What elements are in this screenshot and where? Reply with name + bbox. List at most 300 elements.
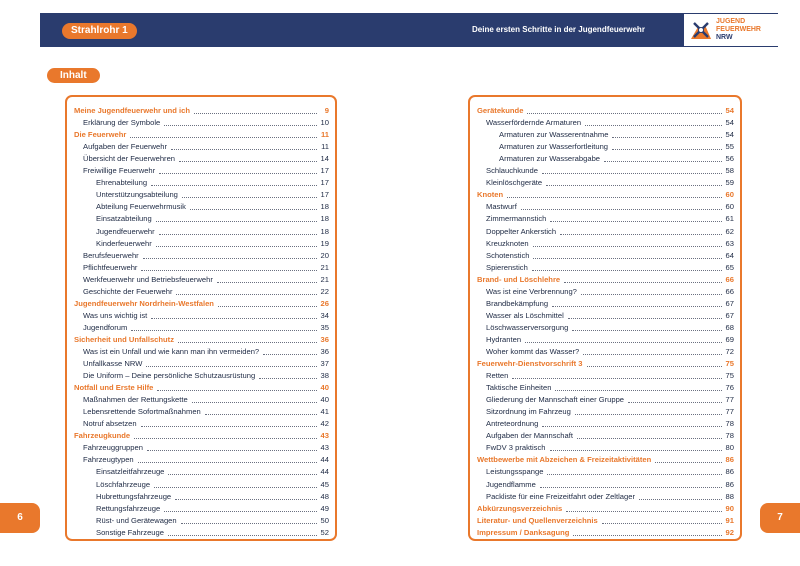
toc-entry-page: 45: [320, 479, 329, 489]
toc-entry-title: Hubrettungsfahrzeuge: [96, 491, 172, 501]
dot-leader: [141, 425, 317, 427]
toc-chapter[interactable]: [74, 297, 329, 309]
dot-leader: [507, 196, 722, 198]
toc-entry-title: Löschfahrzeuge: [96, 479, 151, 489]
toc-entry[interactable]: [477, 140, 734, 152]
toc-entry[interactable]: [477, 381, 734, 393]
logo-text-jugend: JUGEND: [716, 18, 746, 25]
dot-leader: [587, 365, 723, 367]
dot-leader: [143, 257, 317, 259]
toc-entry-page: 78: [725, 431, 734, 441]
toc-entry-page: 69: [725, 334, 734, 344]
dot-leader: [134, 437, 317, 439]
dot-leader: [542, 425, 722, 427]
toc-entry[interactable]: [74, 441, 329, 453]
toc-entry-page: 61: [725, 214, 734, 224]
dot-leader: [159, 172, 317, 174]
dot-leader: [581, 293, 722, 295]
toc-entry-page: 75: [725, 359, 734, 369]
dot-leader: [131, 329, 317, 331]
toc-entry-title: Jugendforum: [83, 322, 128, 332]
toc-entry[interactable]: [477, 309, 734, 321]
toc-entry[interactable]: [477, 285, 734, 297]
toc-entry-title: Jugendfeuerwehr Nordrhein-Westfalen: [74, 298, 214, 308]
toc-entry-page: 43: [320, 443, 329, 453]
toc-entry-title: Fahrzeuggruppen: [83, 443, 143, 453]
toc-entry[interactable]: [477, 249, 734, 261]
toc-entry[interactable]: [477, 369, 734, 381]
toc-entry-page: 92: [725, 527, 734, 537]
toc-entry[interactable]: [477, 237, 734, 249]
toc-entry[interactable]: [74, 152, 329, 164]
toc-entry-page: 54: [725, 106, 734, 116]
toc-entry-page: 42: [320, 419, 329, 429]
toc-entry-title: Fahrzeugtypen: [83, 455, 134, 465]
dot-leader: [566, 510, 722, 512]
dot-leader: [639, 498, 722, 500]
toc-entry-page: 63: [725, 238, 734, 248]
toc-entry-title: Freiwillige Feuerwehr: [83, 166, 156, 176]
toc-entry-title: Unterstützungsabteilung: [96, 190, 178, 200]
toc-entry[interactable]: [74, 212, 329, 224]
toc-entry-page: 72: [725, 346, 734, 356]
dot-leader: [612, 148, 722, 150]
toc-entry[interactable]: [477, 333, 734, 345]
chapter-tab: Strahlrohr 1: [62, 23, 137, 39]
dot-leader: [525, 341, 722, 343]
dot-leader: [171, 148, 317, 150]
toc-entry[interactable]: [74, 140, 329, 152]
toc-entry-title: Antreteordnung: [486, 419, 539, 429]
toc-panel-right: [468, 95, 742, 541]
dot-leader: [194, 112, 317, 114]
toc-chapter[interactable]: [74, 333, 329, 345]
toc-entry-title: Taktische Einheiten: [486, 383, 552, 393]
toc-entry-title: Notfall und Erste Hilfe: [74, 383, 154, 393]
toc-entry-title: Lebensrettende Sofortmaßnahmen: [83, 407, 201, 417]
toc-entry[interactable]: [74, 176, 329, 188]
dot-leader: [655, 461, 722, 463]
toc-entry-title: Abkürzungsverzeichnis: [477, 503, 563, 513]
toc-entry-page: 21: [320, 262, 329, 272]
toc-entry-title: Pflichtfeuerwehr: [83, 262, 138, 272]
toc-entry-title: Was ist ein Unfall und wie kann man ihn vermeiden?: [83, 346, 260, 356]
dot-leader: [157, 389, 317, 391]
toc-entry-title: Ehrenabteilung: [96, 178, 148, 188]
dot-leader: [192, 401, 317, 403]
dot-leader: [527, 112, 722, 114]
toc-chapter[interactable]: [477, 273, 734, 285]
toc-entry[interactable]: [477, 128, 734, 140]
toc-chapter[interactable]: [477, 357, 734, 369]
toc-entry-title: Berufsfeuerwehr: [83, 250, 139, 260]
toc-entry-title: Unfallkasse NRW: [83, 359, 143, 369]
toc-entry[interactable]: [477, 321, 734, 333]
toc-entry-page: 44: [320, 455, 329, 465]
dot-leader: [263, 353, 317, 355]
toc-entry-title: Packliste für eine Freizeitfahrt oder Zeltlager: [486, 491, 635, 501]
dot-leader: [604, 160, 722, 162]
toc-entry-title: Hydranten: [486, 334, 522, 344]
dot-leader: [573, 534, 722, 536]
toc-chapter[interactable]: [74, 104, 329, 116]
toc-entry[interactable]: [477, 393, 734, 405]
toc-entry[interactable]: [74, 369, 329, 381]
toc-entry-page: 50: [320, 515, 329, 525]
dot-leader: [533, 245, 722, 247]
toc-entry-title: Knoten: [477, 190, 504, 200]
toc-entry-page: 90: [725, 503, 734, 513]
toc-entry-title: Jugendflamme: [486, 479, 536, 489]
dot-leader: [555, 389, 722, 391]
toc-panel-left: [65, 95, 337, 541]
toc-entry[interactable]: [74, 321, 329, 333]
toc-entry-page: 49: [320, 503, 329, 513]
toc-entry-page: 14: [320, 154, 329, 164]
dot-leader: [564, 281, 722, 283]
dot-leader: [259, 377, 317, 379]
dot-leader: [585, 124, 722, 126]
dot-leader: [179, 160, 317, 162]
toc-entry[interactable]: [477, 116, 734, 128]
dot-leader: [176, 293, 317, 295]
toc-entry[interactable]: [74, 261, 329, 273]
dot-leader: [147, 449, 317, 451]
toc-entry-title: Impressum / Danksagung: [477, 527, 570, 537]
toc-entry-title: Woher kommt das Wasser?: [486, 346, 580, 356]
toc-entry-page: 86: [725, 455, 734, 465]
toc-entry-title: Erklärung der Symbole: [83, 118, 161, 128]
dot-leader: [151, 184, 317, 186]
toc-entry-title: Abteilung Feuerwehrmusik: [96, 202, 186, 212]
toc-entry-page: 18: [320, 226, 329, 236]
toc-entry-page: 11: [320, 130, 329, 140]
toc-entry-title: Sicherheit und Unfallschutz: [74, 334, 174, 344]
toc-entry-page: 60: [725, 202, 734, 212]
toc-entry-page: 67: [725, 298, 734, 308]
toc-entry-page: 65: [725, 262, 734, 272]
toc-entry[interactable]: [477, 441, 734, 453]
toc-entry-title: Die Uniform – Deine persönliche Schutzausrüstung: [83, 371, 256, 381]
toc-entry[interactable]: [477, 224, 734, 236]
toc-entry[interactable]: [74, 249, 329, 261]
toc-chapter[interactable]: [477, 514, 734, 526]
toc-entry-title: Kreuzknoten: [486, 238, 529, 248]
toc-entry-page: 64: [725, 250, 734, 260]
toc-chapter[interactable]: [477, 188, 734, 200]
toc-entry[interactable]: [74, 393, 329, 405]
dot-leader: [151, 317, 317, 319]
toc-entry-page: 66: [725, 274, 734, 284]
toc-entry[interactable]: [74, 526, 329, 538]
page-number-right: 7: [760, 503, 800, 533]
toc-chapter[interactable]: [477, 104, 734, 116]
toc-entry-title: Einsatzleitfahrzeuge: [96, 467, 165, 477]
toc-entry-page: 55: [725, 142, 734, 152]
dot-leader: [521, 208, 722, 210]
toc-entry[interactable]: [74, 200, 329, 212]
dot-leader: [130, 136, 317, 138]
dot-leader: [168, 473, 317, 475]
toc-entry-page: 26: [320, 298, 329, 308]
toc-entry-title: Die Feuerwehr: [74, 130, 127, 140]
toc-entry-page: 44: [320, 467, 329, 477]
toc-entry-page: 36: [320, 334, 329, 344]
toc-entry-title: Was uns wichtig ist: [83, 310, 148, 320]
dot-leader: [190, 208, 317, 210]
toc-entry-page: 78: [725, 419, 734, 429]
toc-entry-title: FwDV 3 praktisch: [486, 443, 546, 453]
dot-leader: [550, 220, 722, 222]
dot-leader: [575, 413, 722, 415]
toc-entry-title: Gerätekunde: [477, 106, 524, 116]
toc-entry[interactable]: [477, 490, 734, 502]
toc-entry[interactable]: [74, 237, 329, 249]
toc-entry-page: 17: [320, 190, 329, 200]
toc-list-right: [477, 104, 734, 538]
dot-leader: [552, 305, 722, 307]
toc-entry[interactable]: [477, 261, 734, 273]
toc-entry-page: 40: [320, 383, 329, 393]
toc-entry[interactable]: [74, 357, 329, 369]
toc-entry-page: 18: [320, 202, 329, 212]
toc-entry-page: 80: [725, 443, 734, 453]
toc-entry-title: Rüst- und Gerätewagen: [96, 515, 177, 525]
jugendfeuerwehr-logo: [684, 14, 778, 46]
toc-entry-title: Rettungsfahrzeuge: [96, 503, 161, 513]
toc-entry-page: 67: [725, 310, 734, 320]
toc-entry-page: 56: [725, 154, 734, 164]
toc-entry-page: 17: [320, 178, 329, 188]
dot-leader: [542, 172, 722, 174]
dot-leader: [533, 257, 722, 259]
toc-entry-page: 54: [725, 118, 734, 128]
dot-leader: [602, 522, 722, 524]
toc-entry-page: 17: [320, 166, 329, 176]
dot-leader: [547, 473, 722, 475]
dot-leader: [141, 269, 317, 271]
toc-entry[interactable]: [74, 164, 329, 176]
toc-entry-page: 66: [725, 286, 734, 296]
toc-entry-title: Kinderfeuerwehr: [96, 238, 152, 248]
toc-entry-title: Einsatzabteilung: [96, 214, 152, 224]
dot-leader: [154, 486, 317, 488]
toc-entry[interactable]: [74, 502, 329, 514]
toc-entry[interactable]: [477, 164, 734, 176]
dot-leader: [181, 522, 317, 524]
toc-entry[interactable]: [74, 417, 329, 429]
toc-entry-title: Feuerwehr-Dienstvorschrift 3: [477, 359, 583, 369]
dot-leader: [612, 136, 722, 138]
toc-entry-title: Sonstige Fahrzeuge: [96, 527, 164, 537]
toc-entry[interactable]: [477, 152, 734, 164]
dot-leader: [182, 196, 317, 198]
toc-entry[interactable]: [477, 200, 734, 212]
toc-entry-page: 91: [725, 515, 734, 525]
toc-entry[interactable]: [74, 465, 329, 477]
toc-entry[interactable]: [74, 490, 329, 502]
toc-entry-page: 19: [320, 238, 329, 248]
dot-leader: [205, 413, 317, 415]
toc-entry[interactable]: [477, 477, 734, 489]
toc-chapter[interactable]: [74, 429, 329, 441]
toc-entry[interactable]: [477, 297, 734, 309]
toc-entry-page: 59: [725, 178, 734, 188]
header-title: Deine ersten Schritte in der Jugendfeuerwehr: [472, 25, 645, 34]
toc-entry-page: 22: [320, 286, 329, 296]
dot-leader: [218, 305, 317, 307]
toc-entry-title: Aufgaben der Feuerwehr: [83, 142, 168, 152]
toc-entry-title: Gliederung der Mannschaft einer Gruppe: [486, 395, 625, 405]
dot-leader: [175, 498, 317, 500]
toc-entry-title: Literatur- und Quellenverzeichnis: [477, 515, 598, 525]
toc-entry-page: 86: [725, 467, 734, 477]
toc-entry-page: 54: [725, 130, 734, 140]
toc-entry[interactable]: [74, 453, 329, 465]
toc-entry[interactable]: [74, 477, 329, 489]
toc-entry-page: 34: [320, 310, 329, 320]
toc-entry-page: 38: [320, 371, 329, 381]
toc-entry[interactable]: [74, 405, 329, 417]
toc-entry-title: Was ist eine Verbrennung?: [486, 286, 577, 296]
toc-entry-title: Armaturen zur Wasserentnahme: [499, 130, 609, 140]
toc-entry-title: Aufgaben der Mannschaft: [486, 431, 573, 441]
toc-entry-page: 20: [320, 250, 329, 260]
toc-entry-title: Retten: [486, 371, 509, 381]
toc-entry-page: 77: [725, 407, 734, 417]
toc-entry-title: Brandbekämpfung: [486, 298, 549, 308]
dot-leader: [540, 486, 722, 488]
toc-entry-page: 86: [725, 479, 734, 489]
dot-leader: [577, 437, 722, 439]
toc-entry-title: Meine Jugendfeuerwehr und ich: [74, 106, 191, 116]
toc-entry-title: Werkfeuerwehr und Betriebsfeuerwehr: [83, 274, 213, 284]
dot-leader: [568, 317, 722, 319]
toc-chapter[interactable]: [74, 381, 329, 393]
toc-entry-title: Armaturen zur Wasserfortleitung: [499, 142, 609, 152]
toc-entry-title: Übersicht der Feuerwehren: [83, 154, 176, 164]
header-bar: [40, 13, 778, 47]
toc-entry-title: Notruf absetzen: [83, 419, 137, 429]
toc-entry[interactable]: [74, 188, 329, 200]
toc-chapter[interactable]: [477, 502, 734, 514]
toc-entry-page: 76: [725, 383, 734, 393]
toc-entry-page: 60: [725, 190, 734, 200]
toc-entry[interactable]: [477, 212, 734, 224]
dot-leader: [156, 220, 317, 222]
toc-entry[interactable]: [477, 429, 734, 441]
dot-leader: [512, 377, 722, 379]
toc-entry[interactable]: [74, 285, 329, 297]
dot-leader: [560, 233, 722, 235]
toc-entry[interactable]: [74, 514, 329, 526]
toc-entry[interactable]: [74, 116, 329, 128]
section-label-inhalt: Inhalt: [47, 68, 100, 83]
toc-entry-title: Wasser als Löschmittel: [486, 310, 564, 320]
dot-leader: [156, 245, 317, 247]
dot-leader: [546, 184, 722, 186]
toc-entry-page: 77: [725, 395, 734, 405]
toc-entry[interactable]: [477, 465, 734, 477]
dot-leader: [532, 269, 722, 271]
toc-entry-title: Sitzordnung im Fahrzeug: [486, 407, 571, 417]
toc-entry-title: Doppelter Ankerstich: [486, 226, 557, 236]
toc-entry-page: 48: [320, 491, 329, 501]
page-number-left: 6: [0, 503, 40, 533]
toc-entry-page: 35: [320, 322, 329, 332]
dot-leader: [583, 353, 722, 355]
dot-leader: [550, 449, 722, 451]
toc-entry-page: 11: [321, 142, 329, 152]
toc-entry-page: 43: [320, 431, 329, 441]
toc-entry-title: Geschichte der Feuerwehr: [83, 286, 173, 296]
toc-entry-title: Wettbewerbe mit Abzeichen & Freizeitaktivitäten: [477, 455, 652, 465]
toc-entry-page: 10: [320, 118, 329, 128]
toc-entry-page: 36: [320, 346, 329, 356]
toc-entry-page: 52: [320, 527, 329, 537]
toc-entry-page: 75: [725, 371, 734, 381]
toc-entry-page: 18: [320, 214, 329, 224]
dot-leader: [628, 401, 722, 403]
toc-entry-title: Fahrzeugkunde: [74, 431, 131, 441]
toc-entry[interactable]: [74, 345, 329, 357]
toc-list-left: [74, 104, 329, 538]
toc-entry-title: Maßnahmen der Rettungskette: [83, 395, 188, 405]
dot-leader: [217, 281, 317, 283]
toc-entry-title: Kleinlöschgeräte: [486, 178, 543, 188]
toc-entry-title: Brand- und Löschlehre: [477, 274, 561, 284]
dot-leader: [572, 329, 722, 331]
toc-entry-title: Armaturen zur Wasserabgabe: [499, 154, 601, 164]
toc-entry-title: Zimmermannstich: [486, 214, 547, 224]
toc-chapter[interactable]: [477, 526, 734, 538]
toc-entry-page: 41: [320, 407, 329, 417]
toc-entry-page: 21: [320, 274, 329, 284]
toc-entry-title: Leistungsspange: [486, 467, 544, 477]
toc-chapter[interactable]: [477, 453, 734, 465]
toc-entry-page: 9: [324, 106, 329, 116]
toc-entry-page: 37: [320, 359, 329, 369]
toc-chapter[interactable]: [74, 128, 329, 140]
toc-entry[interactable]: [477, 417, 734, 429]
toc-entry[interactable]: [74, 224, 329, 236]
dot-leader: [146, 365, 317, 367]
logo-text-feuerwehr: FEUERWEHR: [716, 26, 761, 33]
toc-entry-page: 62: [725, 226, 734, 236]
toc-entry-page: 88: [725, 491, 734, 501]
toc-entry-title: Schlauchkunde: [486, 166, 538, 176]
toc-entry[interactable]: [477, 405, 734, 417]
toc-entry-title: Wasserfördernde Armaturen: [486, 118, 582, 128]
dot-leader: [178, 341, 317, 343]
toc-entry[interactable]: [74, 309, 329, 321]
toc-entry-title: Löschwasserversorgung: [486, 322, 569, 332]
dot-leader: [138, 461, 317, 463]
dot-leader: [164, 124, 317, 126]
toc-entry[interactable]: [477, 176, 734, 188]
dot-leader: [168, 534, 317, 536]
toc-entry[interactable]: [74, 273, 329, 285]
toc-entry-title: Mastwurf: [486, 202, 517, 212]
dot-leader: [164, 510, 317, 512]
toc-entry[interactable]: [477, 345, 734, 357]
toc-entry-title: Schotenstich: [486, 250, 530, 260]
logo-text-nrw: NRW: [716, 34, 733, 41]
toc-entry-page: 58: [725, 166, 734, 176]
toc-entry-page: 68: [725, 322, 734, 332]
toc-entry-title: Spierenstich: [486, 262, 528, 272]
dot-leader: [159, 233, 317, 235]
